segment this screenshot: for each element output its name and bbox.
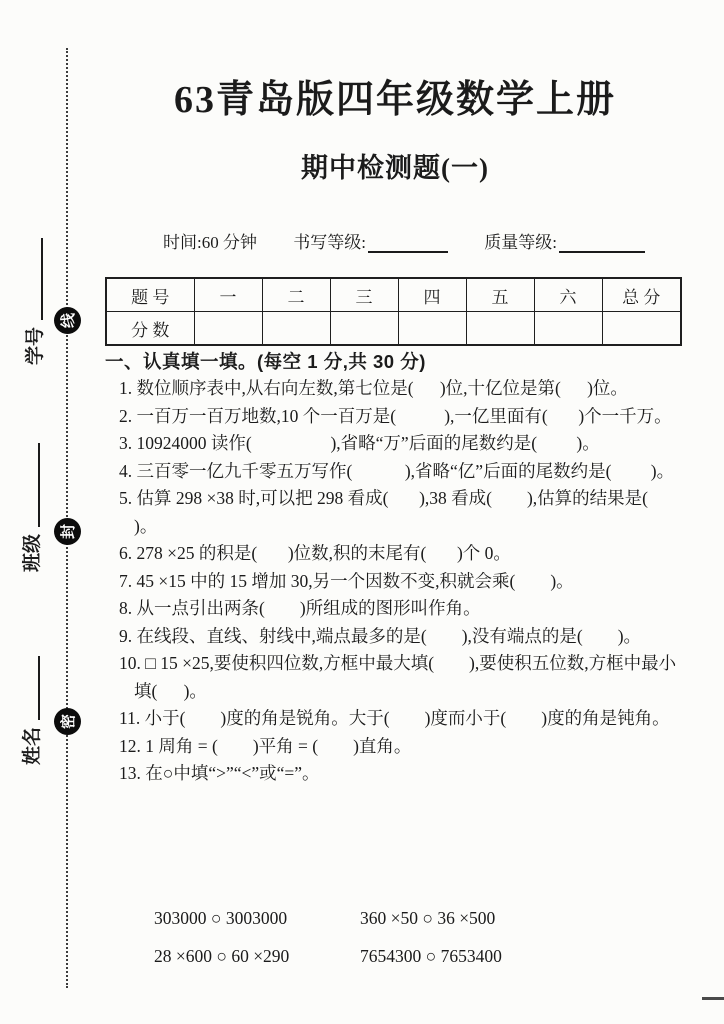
score-cell (466, 312, 534, 346)
score-cell (398, 312, 466, 346)
class-blank (38, 443, 40, 527)
margin-student-id-group (21, 225, 45, 365)
comparison-item: 28 ×600 ○ 60 ×290 (154, 946, 290, 966)
margin-class-label: 班级 (21, 533, 43, 572)
question-7: 7. 45 ×15 中的 15 增加 30,另一个因数不变,积就会乘( )。 (119, 570, 574, 591)
score-table-header-row (106, 278, 681, 312)
comparison-item: 360 ×50 ○ 36 ×500 (360, 908, 496, 928)
section-one-heading: 一、认真填一填。(每空 1 分,共 30 分) (105, 351, 426, 372)
score-cell (262, 312, 330, 346)
name-blank (38, 656, 40, 720)
question-list (119, 375, 683, 788)
quality-grade-label: 质量等级: (484, 233, 557, 252)
score-table-header-cell: 三 (330, 278, 398, 312)
question-6: 6. 278 ×25 的积是( )位数,积的末尾有( )个 0。 (119, 543, 511, 563)
question-5: 5. 估算 298 ×38 时,可以把 298 看成( ),38 看成( ),估算的结果是( )。 (119, 488, 675, 536)
score-row-label: 分 数 (106, 312, 194, 346)
question-11: 11. 小于( )度的角是锐角。大于( )度而小于( )度的角是钝角。 (119, 708, 670, 728)
score-cell (194, 312, 262, 346)
comparison-item: 303000 ○ 3003000 (154, 908, 288, 928)
question-4: 4. 三百零一亿九千零五万写作( ),省略“亿”后面的尾数约是( )。 (119, 460, 675, 481)
question-2: 2. 一百万一百万地数,10 个一百万是( ),一亿里面有( )个一千万。 (119, 405, 672, 426)
question-8: 8. 从一点引出两条( )所组成的图形叫作角。 (119, 598, 481, 618)
question-9: 9. 在线段、直线、射线中,端点最多的是( ),没有端点的是( )。 (119, 625, 642, 646)
score-table-header-cell: 二 (262, 278, 330, 312)
question-13: 13. 在○中填“>”“<”或“=”。 (119, 763, 320, 783)
quality-grade-blank (559, 251, 645, 253)
margin-name-group (18, 625, 42, 765)
question-3: 3. 10924000 读作( ),省略“万”后面的尾数约是( )。 (119, 433, 600, 453)
question-12: 12. 1 周角 = ( )平角 = ( )直角。 (119, 735, 412, 756)
page-title: 63青岛版四年级数学上册 (173, 79, 616, 121)
comparison-grid (154, 908, 664, 967)
time-label: 时间:60 分钟 (163, 233, 257, 252)
score-table (105, 277, 682, 346)
page-subtitle: 期中检测题(一) (301, 153, 489, 183)
question-1: 1. 数位顺序表中,从右向左数,第七位是( )位,十亿位是第( )位。 (119, 378, 628, 398)
exam-info-row (163, 228, 645, 253)
comparison-item: 7654300 ○ 7653400 (360, 946, 502, 966)
score-table-header-cell: 题 号 (106, 278, 194, 312)
margin-student-id-label: 学号 (24, 326, 46, 365)
writing-grade-group (293, 228, 448, 253)
student-id-blank (41, 238, 43, 320)
score-table-header-cell: 总 分 (602, 278, 681, 312)
score-cell (330, 312, 398, 346)
page-corner-dash (702, 997, 724, 1000)
writing-grade-label: 书写等级: (293, 233, 366, 252)
score-cell (534, 312, 602, 346)
seal-char-feng: 封 (54, 518, 81, 545)
score-table-header-cell: 四 (398, 278, 466, 312)
writing-grade-blank (368, 251, 448, 253)
score-table-header-cell: 五 (466, 278, 534, 312)
score-table-score-row (106, 312, 681, 346)
score-cell (602, 312, 681, 346)
question-10: 10. □ 15 ×25,要使积四位数,方框中最大填( ),要使积五位数,方框中最小填( )。 (119, 653, 677, 701)
margin-class-group (18, 422, 42, 572)
score-table-header-cell: 一 (194, 278, 262, 312)
seal-char-xian: 线 (54, 307, 81, 334)
quality-grade-group (484, 228, 645, 253)
seal-char-mi: 密 (54, 708, 81, 735)
score-table-header-cell: 六 (534, 278, 602, 312)
margin-name-label: 姓名 (21, 726, 43, 765)
